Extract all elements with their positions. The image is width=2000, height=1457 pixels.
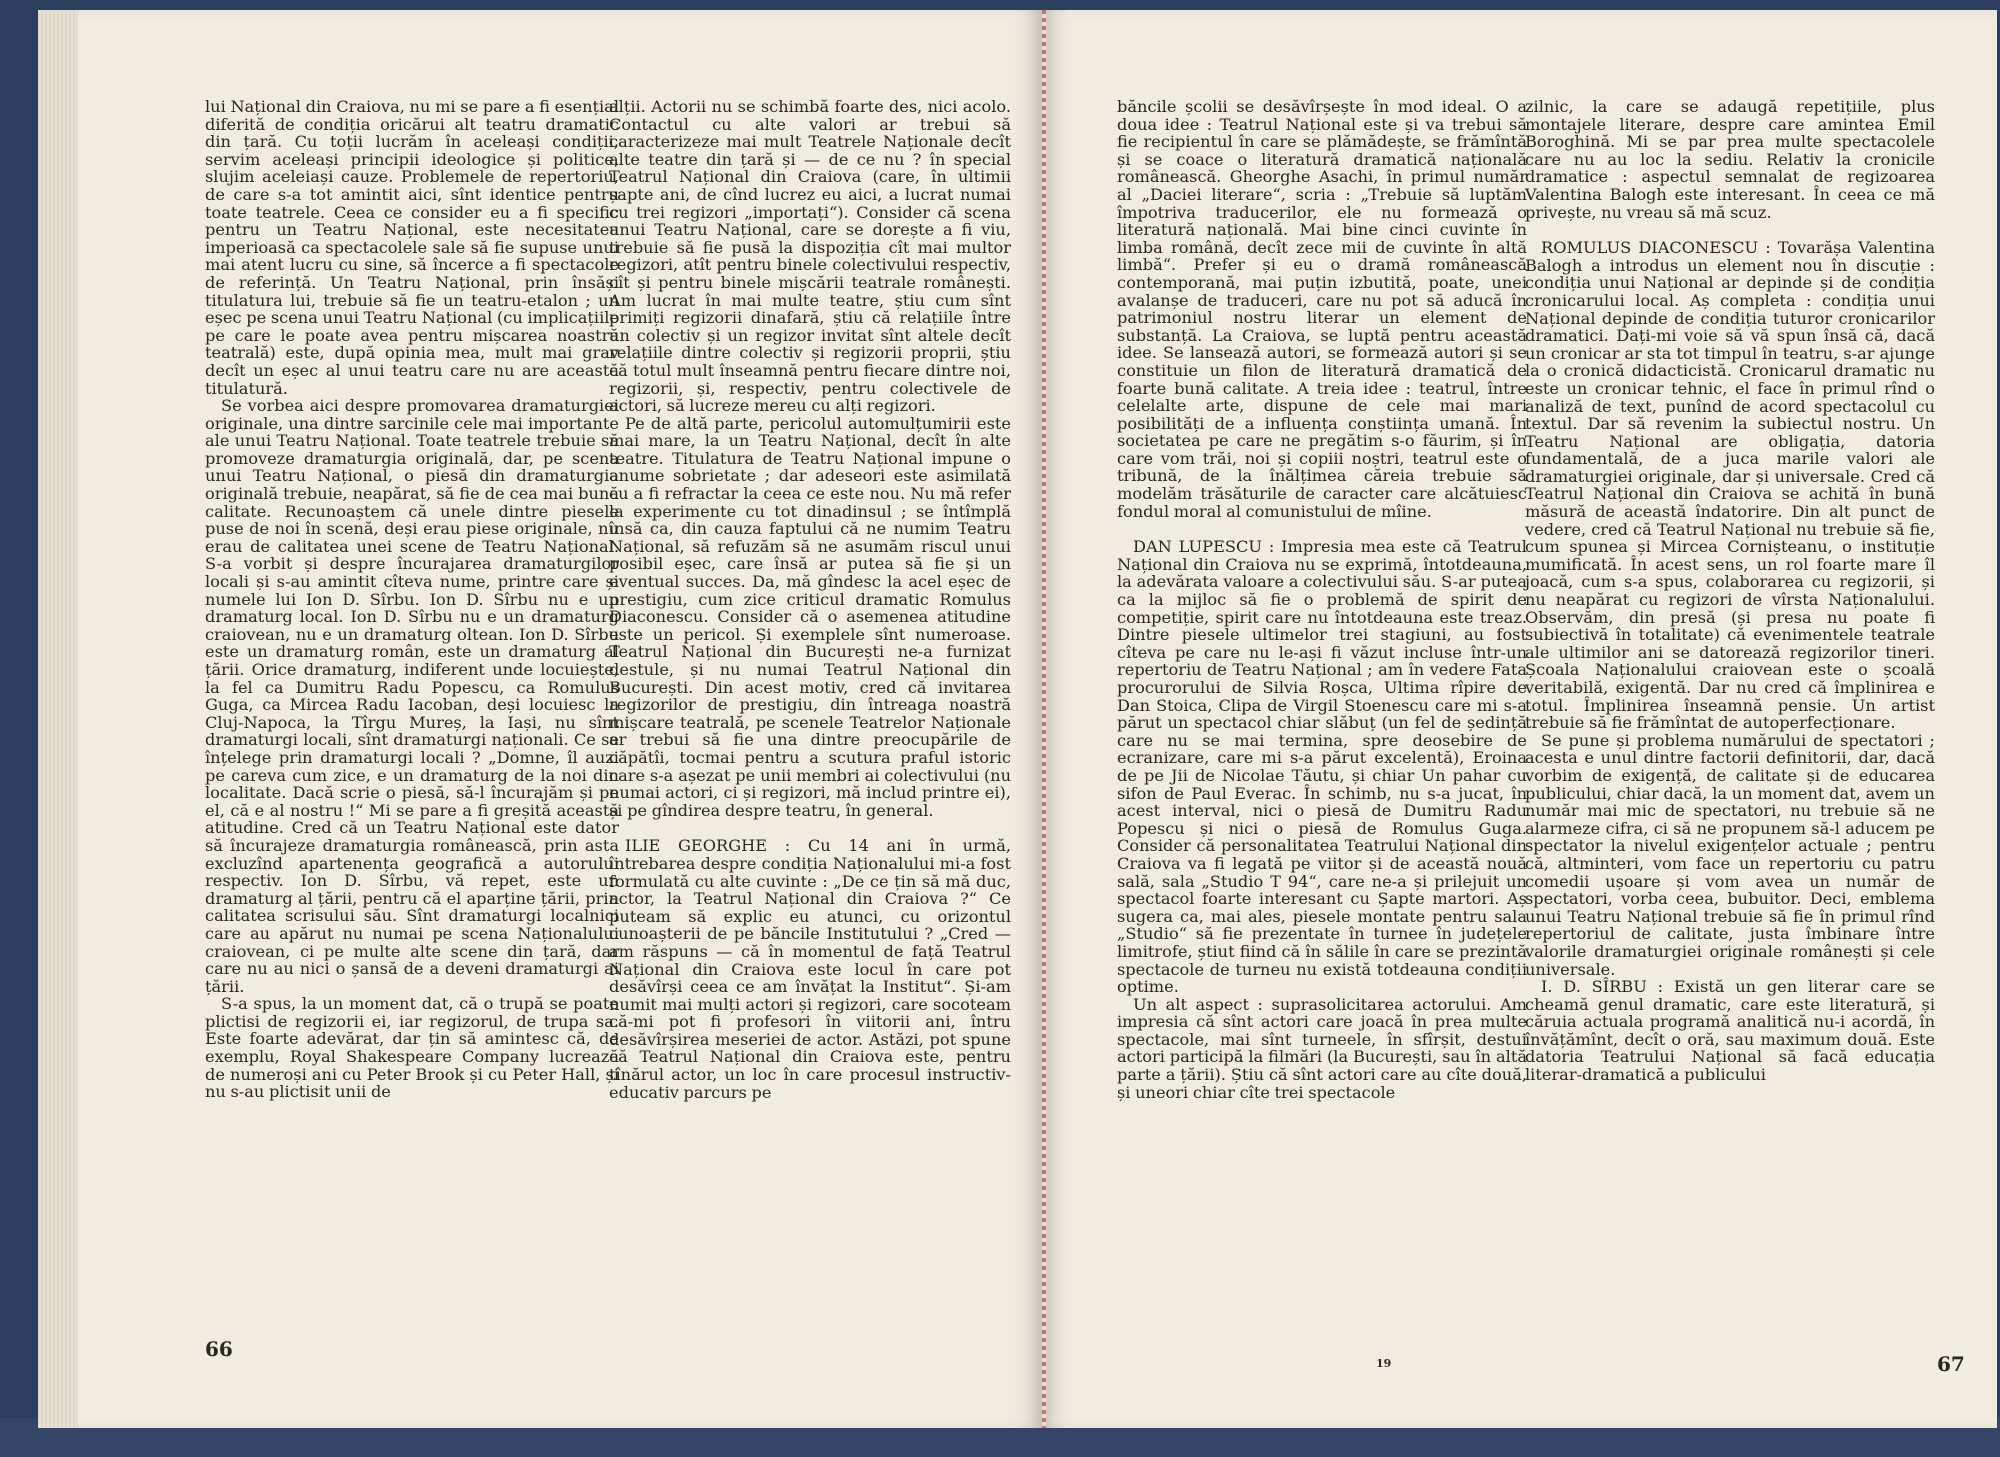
left-column-2: [609, 98, 1011, 1101]
paragraph: lui Național din Craiova, nu mi se pare a fi esențial diferită de condiția oricărui alt teatru dramatic din țară. Cu toții lucrăm în aceleași condiții, servim aceleași principii ideologice și politice, slujim aceleiași cauze. Problemele de repertoriu, de care s-a tot amintit aici, sînt identice pentru toate teatrele. Ceea ce consider eu a fi specific pentru un Teatru Național, este necesitatea imperioasă ca spectacolele sale să fie supuse unui mai atent lucru cu sine, să încerce a fi spectacole de referință. Un Teatru Național, prin însăși titulatura lui, trebuie să fie un teatru-etalon ; un eșec pe scena unui Teatru Național (cu implicațiile pe care le poate avea pentru mișcarea noastră teatrală) este, după opinia mea, mult mai grav decît un eșec al unui teatru care nu are această titulatură.: [205, 97, 619, 398]
left-column-1: [205, 98, 619, 1101]
paragraph: ROMULUS DIACONESCU : Tovarășa Valentina Balogh a introdus un element nou în discuție : condiția unui Național ar depinde și de condiția cronicarului local. Aș completa : condiția unui Național depinde de condiția tuturor cronicarilor dramatici. Dați-mi voie să vă spun însă că, dacă un cronicar ar sta tot timpul în teatru, s-ar ajunge la o cronică didacticistă. Cronicarul dramatic nu este un cronicar tehnic, el face în primul rînd o analiză de text, punînd de acord spectacolul cu textul. Dar să revenim la subiectul nostru. Un Teatru Național are obligația, datoria fundamentală, de a juca marile valori ale dramaturgiei originale, dar și universale. Cred că Teatrul Național din Craiova se achită în bună măsură de această îndatorire. Din alt punct de vedere, cred că Teatrul Național nu trebuie să fie, cum spunea și Mircea Cornișteanu, o instituție mumificată. În acest sens, un rol foarte mare îl joacă, cum s-a spus, colaborarea cu regizorii, și nu neapărat cu regizori de vîrsta Naționalului. Observăm, din presă (și presa nu poate fi subiectivă în totalitate) că evenimentele teatrale ale ultimilor ani se datorează regizorilor tineri. Școala Naționalului craiovean este o școală veritabilă, exigentă. Dar nu cred că împlinirea e totul. Împlinirea înseamnă pensie. Un artist trebuie să fie frămîntat de autoperfecționare.: [1525, 238, 1935, 733]
paragraph: zilnic, la care se adaugă repetițiile, plus montajele literare, despre care amintea Emil Boroghină. Mi se par prea multe spectacolele care nu au loc la sediu. Relativ la cronicile dramatice : aspectul semnalat de regizoarea Valentina Balogh este interesant. În ceea ce mă privește, nu vreau să mă scuz.: [1525, 97, 1935, 222]
paragraph: Se vorbea aici despre promovarea dramaturgiei originale, una dintre sarcinile cele mai importante ale unui Teatru Național. Toate teatrele trebuie să promoveze dramaturgia originală, dar, pe scena unui Teatru Național, o piesă din dramaturgia originală trebuie, neapărat, să fie de cea mai bună calitate. Recunoaștem că unele dintre piesele puse de noi în scenă, deși erau piese originale, nu erau de calitatea unei scene de Teatru Național. S-a vorbit și despre încurajarea dramaturgilor locali și s-au amintit cîteva nume, printre care și numele lui Ion D. Sîrbu. Ion D. Sîrbu nu e un dramaturg local. Ion D. Sîrbu nu e un dramaturg craiovean, nu e un dramaturg oltean. Ion D. Sîrbu este un dramaturg român, este un dramaturg al țării. Orice dramaturg, indiferent unde locuiește, la fel ca Dumitru Radu Popescu, ca Romulus Guga, ca Mircea Radu Iacoban, deși locuiesc la Cluj-Napoca, la Tîrgu Mureș, la Iași, nu sînt dramaturgi locali, sînt dramaturgi naționali. Ce se înțelege prin dramaturgi locali ? „Domne, îl auzi pe careva cum zice, e un dramaturg de la noi din localitate. Dacă scrie o piesă, să-l încurajăm și pe el, că e al nostru !“ Mi se pare a fi greșită această atitudine. Cred că un Teatru Național este dator să încurajeze dramaturgia românească, prin asta excluzînd apartenența geografică a autorului respectiv. Ion D. Sîrbu, vă repet, este un dramaturg al țării, pentru că el aparține țării, prin calitatea scrisului său. Sînt dramaturgi localnici care au apărut nu numai pe scena Naționalului craiovean, ci pe multe alte scene din țară, dar care nu au nici o șansă de a deveni dramaturgi ai țării.: [205, 396, 619, 996]
right-page: [1042, 10, 1997, 1428]
paragraph: alții. Actorii nu se schimbă foarte des, nici acolo. Contactul cu alte valori ar trebui să caracterizeze mai mult Teatrele Naționale decît alte teatre din țară și — de ce nu ? în special Teatrul Național din Craiova (care, în ultimii șapte ani, de cînd lucrez eu aici, a lucrat numai cu trei regizori „importați“). Consider că scena unui Teatru Național, care se dorește a fi viu, trebuie să fie pusă la dispoziția cît mai multor regizori, atît pentru binele colectivului respectiv, cît și pentru binele mișcării teatrale românești. Am lucrat în mai multe teatre, știu cum sînt primiți regizorii dinafară, știu că relațiile între un colectiv și un regizor invitat sînt altele decît relațiile dintre colectiv și regizorii proprii, știu că totul mult înseamnă pentru fiecare dintre noi, regizorii, și, respectiv, pentru colectivele de actori, să lucreze mereu cu alți regizori.: [609, 97, 1011, 416]
paragraph: Pe de altă parte, pericolul automulțumirii este mai mare, la un Teatru Național, decît în alte teatre. Titulatura de Teatru Național impune o anume sobrietate ; dar adeseori este asimilată cu a fi refractar la ceea ce este nou. Nu mă refer la experimente cu tot dinadinsul ; se întîmplă însă ca, din cauza faptului că ne numim Teatru Național, să refuzăm să ne asumăm riscul unui posibil eșec, care însă ar putea să fie și un eventual succes. Da, mă gîndesc la acel eșec de prestigiu, cum zice criticul dramatic Romulus Diaconescu. Consider că o asemenea atitudine este un pericol. Și exemplele sînt numeroase. Teatrul Național din București ne-a furnizat destule, și nu numai Teatrul Național din București. Din acest motiv, cred că invitarea regizorilor de prestigiu, din întreaga noastră mișcare teatrală, pe scenele Teatrelor Naționale ar trebui să fie una dintre preocupările de căpătîi, tocmai pentru a scutura praful istoric care s-a așezat pe unii membri ai colectivului (nu numai actori, ci și regizori, mă includ printre ei), și pe gîndirea despre teatru, în general.: [609, 413, 1011, 820]
page-number: 66: [205, 1337, 233, 1361]
page-number: 67: [1937, 1352, 1965, 1376]
paragraph: I. D. SÎRBU : Există un gen literar care se cheamă genul dramatic, care este literatură, și căruia actuala programă analitică nu-i acordă, în învățămînt, decît o oră, sau maximum două. Este datoria Teatrului Național să facă educația literar-dramatică a publicului: [1525, 977, 1935, 1085]
paragraph: ILIE GEORGHE : Cu 14 ani în urmă, întrebarea despre condiția Naționalului mi-a fost formulată cu alte cuvinte : „De ce țin să mă duc, actor, la Teatrul Național din Craiova ?“ Ce puteam să explic eu atunci, cu orizontul cunoașterii de pe băncile Institutului ? „Cred — am răspuns — că în momentul de față Teatrul Național din Craiova este locul în care pot desăvîrși ceea ce am învățat la Institut“. Și-am numit mai mulți actori și regizori, care socoteam că-mi pot fi profesori în viitorii ani, întru desăvîrșirea meseriei de actor. Astăzi, pot spune că Teatrul Național din Craiova este, pentru tînărul actor, un loc în care procesul instructiv-educativ parcurs pe: [609, 836, 1011, 1102]
binding-thread: [1042, 10, 1046, 1428]
right-column-2: [1525, 98, 1935, 1084]
paragraph: Un alt aspect : suprasolicitarea actorului. Am impresia că sînt actori care joacă în prea multe spectacole, mai sînt turneele, în sfîrșit, destui actori participă la filmări (la București, sau în altă parte a țării). Știu că sînt actori care au cîte două, și uneori chiar cîte trei spectacole: [1117, 994, 1527, 1102]
paragraph: S-a spus, la un moment dat, că o trupă se poate plictisi de regizorii ei, iar regizorul, de trupa sa. Este foarte adevărat, dar țin să amintesc că, de exemplu, Royal Shakespeare Company lucrează de numeroși ani cu Peter Brook și cu Peter Hall, și nu s-au plictisit unii de: [205, 994, 619, 1102]
left-page: [38, 10, 1042, 1428]
paragraph: băncile școlii se desăvîrșește în mod ideal. O a doua idee : Teatrul Național este și va trebui să fie recipientul în care se plămădește, se frămîntă și se coace o literatură dramatică națională românească. Gheorghe Asachi, în primul număr al „Daciei literare“, scria : „Trebuie să luptăm împotriva traducerilor, ele nu formează o literatură națională. Mai bine cinci cuvinte în limba română, decît zece mii de cuvinte în altă limbă“. Prefer și eu o dramă românească contemporană, mai puțin izbutită, poate, unei avalanșe de traduceri, care nu pot să aducă în patrimoniul nostru literar un element de substanță. La Craiova, se luptă pentru această idee. Se lansează autori, se formează autori și se constituie un filon de literatură dramatică de foarte bună calitate. A treia idee : teatrul, între celelalte arte, dispune de cele mai mari posibilități de a influența conștiința umană. În societatea pe care ne pregătim s-o făurim, și în care vom trăi, noi și copiii noștri, teatrul este o tribună, de la înălțimea căreia trebuie să modelăm trăsăturile de caracter care alcătuiesc fondul moral al comunistului de mîine.: [1117, 97, 1527, 521]
paragraph: Se pune și problema numărului de spectatori ; acesta e unul dintre factorii definitorii, dar, dacă vorbim de exigență, de calitate și de educarea publicului, chiar dacă, la un moment dat, avem un număr mai mic de spectatori, nu trebuie să ne alarmeze cifra, ci să ne propunem să-l aducem pe spectator la nivelul exigențelor actuale ; pentru că, altminteri, vom face un repertoriu cu patru comedii ușoare și vom avea un număr de spectatori, vorba ceea, bubuitor. Deci, emblema unui Teatru Național trebuie să fie în primul rînd repertoriul de calitate, justa îmbinare între valorile dramaturgiei originale românești și cele universale.: [1525, 730, 1935, 979]
paragraph: DAN LUPESCU : Impresia mea este că Teatrul Național din Craiova nu se exprimă, întotdeauna, la adevărata valoare a colectivului său. S-ar putea ca la mijloc să fie o problemă de spirit de competiție, spirit care nu întotdeauna este treaz. Dintre piesele ultimelor trei stagiuni, au fost cîteva pe care nu le-ași fi văzut incluse într-un repertoriu de Teatru Național ; am în vedere Fata procurorului de Silvia Roșca, Ultima rîpire de Dan Stoica, Clipa de Virgil Stoenescu care mi s-a părut un spectacol chiar slăbuț (un fel de ședință care nu se mai termina, spre deosebire de ecranizare, care mi s-a părut excelentă), Eroina de pe Jii de Nicolae Tăutu, și chiar Un pahar cu sifon de Paul Everac. În schimb, nu s-a jucat, în acest interval, nici o piesă de Dumitru Radu Popescu și nici o piesă de Romulus Guga. Consider că personalitatea Teatrului Național din Craiova va fi legată pe viitor și de această nouă sală, sala „Studio T 94“, care ne-a și prilejuit un spectacol foarte interesant cu Șapte martori. Aș sugera ca, mai ales, piesele montate pentru sala „Studio“ să fie prezentate în turnee în județele limitrofe, știut fiind că în sălile în care se prezintă spectacole de turneu nu există totdeauna condiții optime.: [1117, 537, 1527, 997]
page-stack-edge: [38, 10, 78, 1428]
right-column-1: [1117, 98, 1527, 1101]
signature-mark: 19: [1376, 1357, 1392, 1370]
